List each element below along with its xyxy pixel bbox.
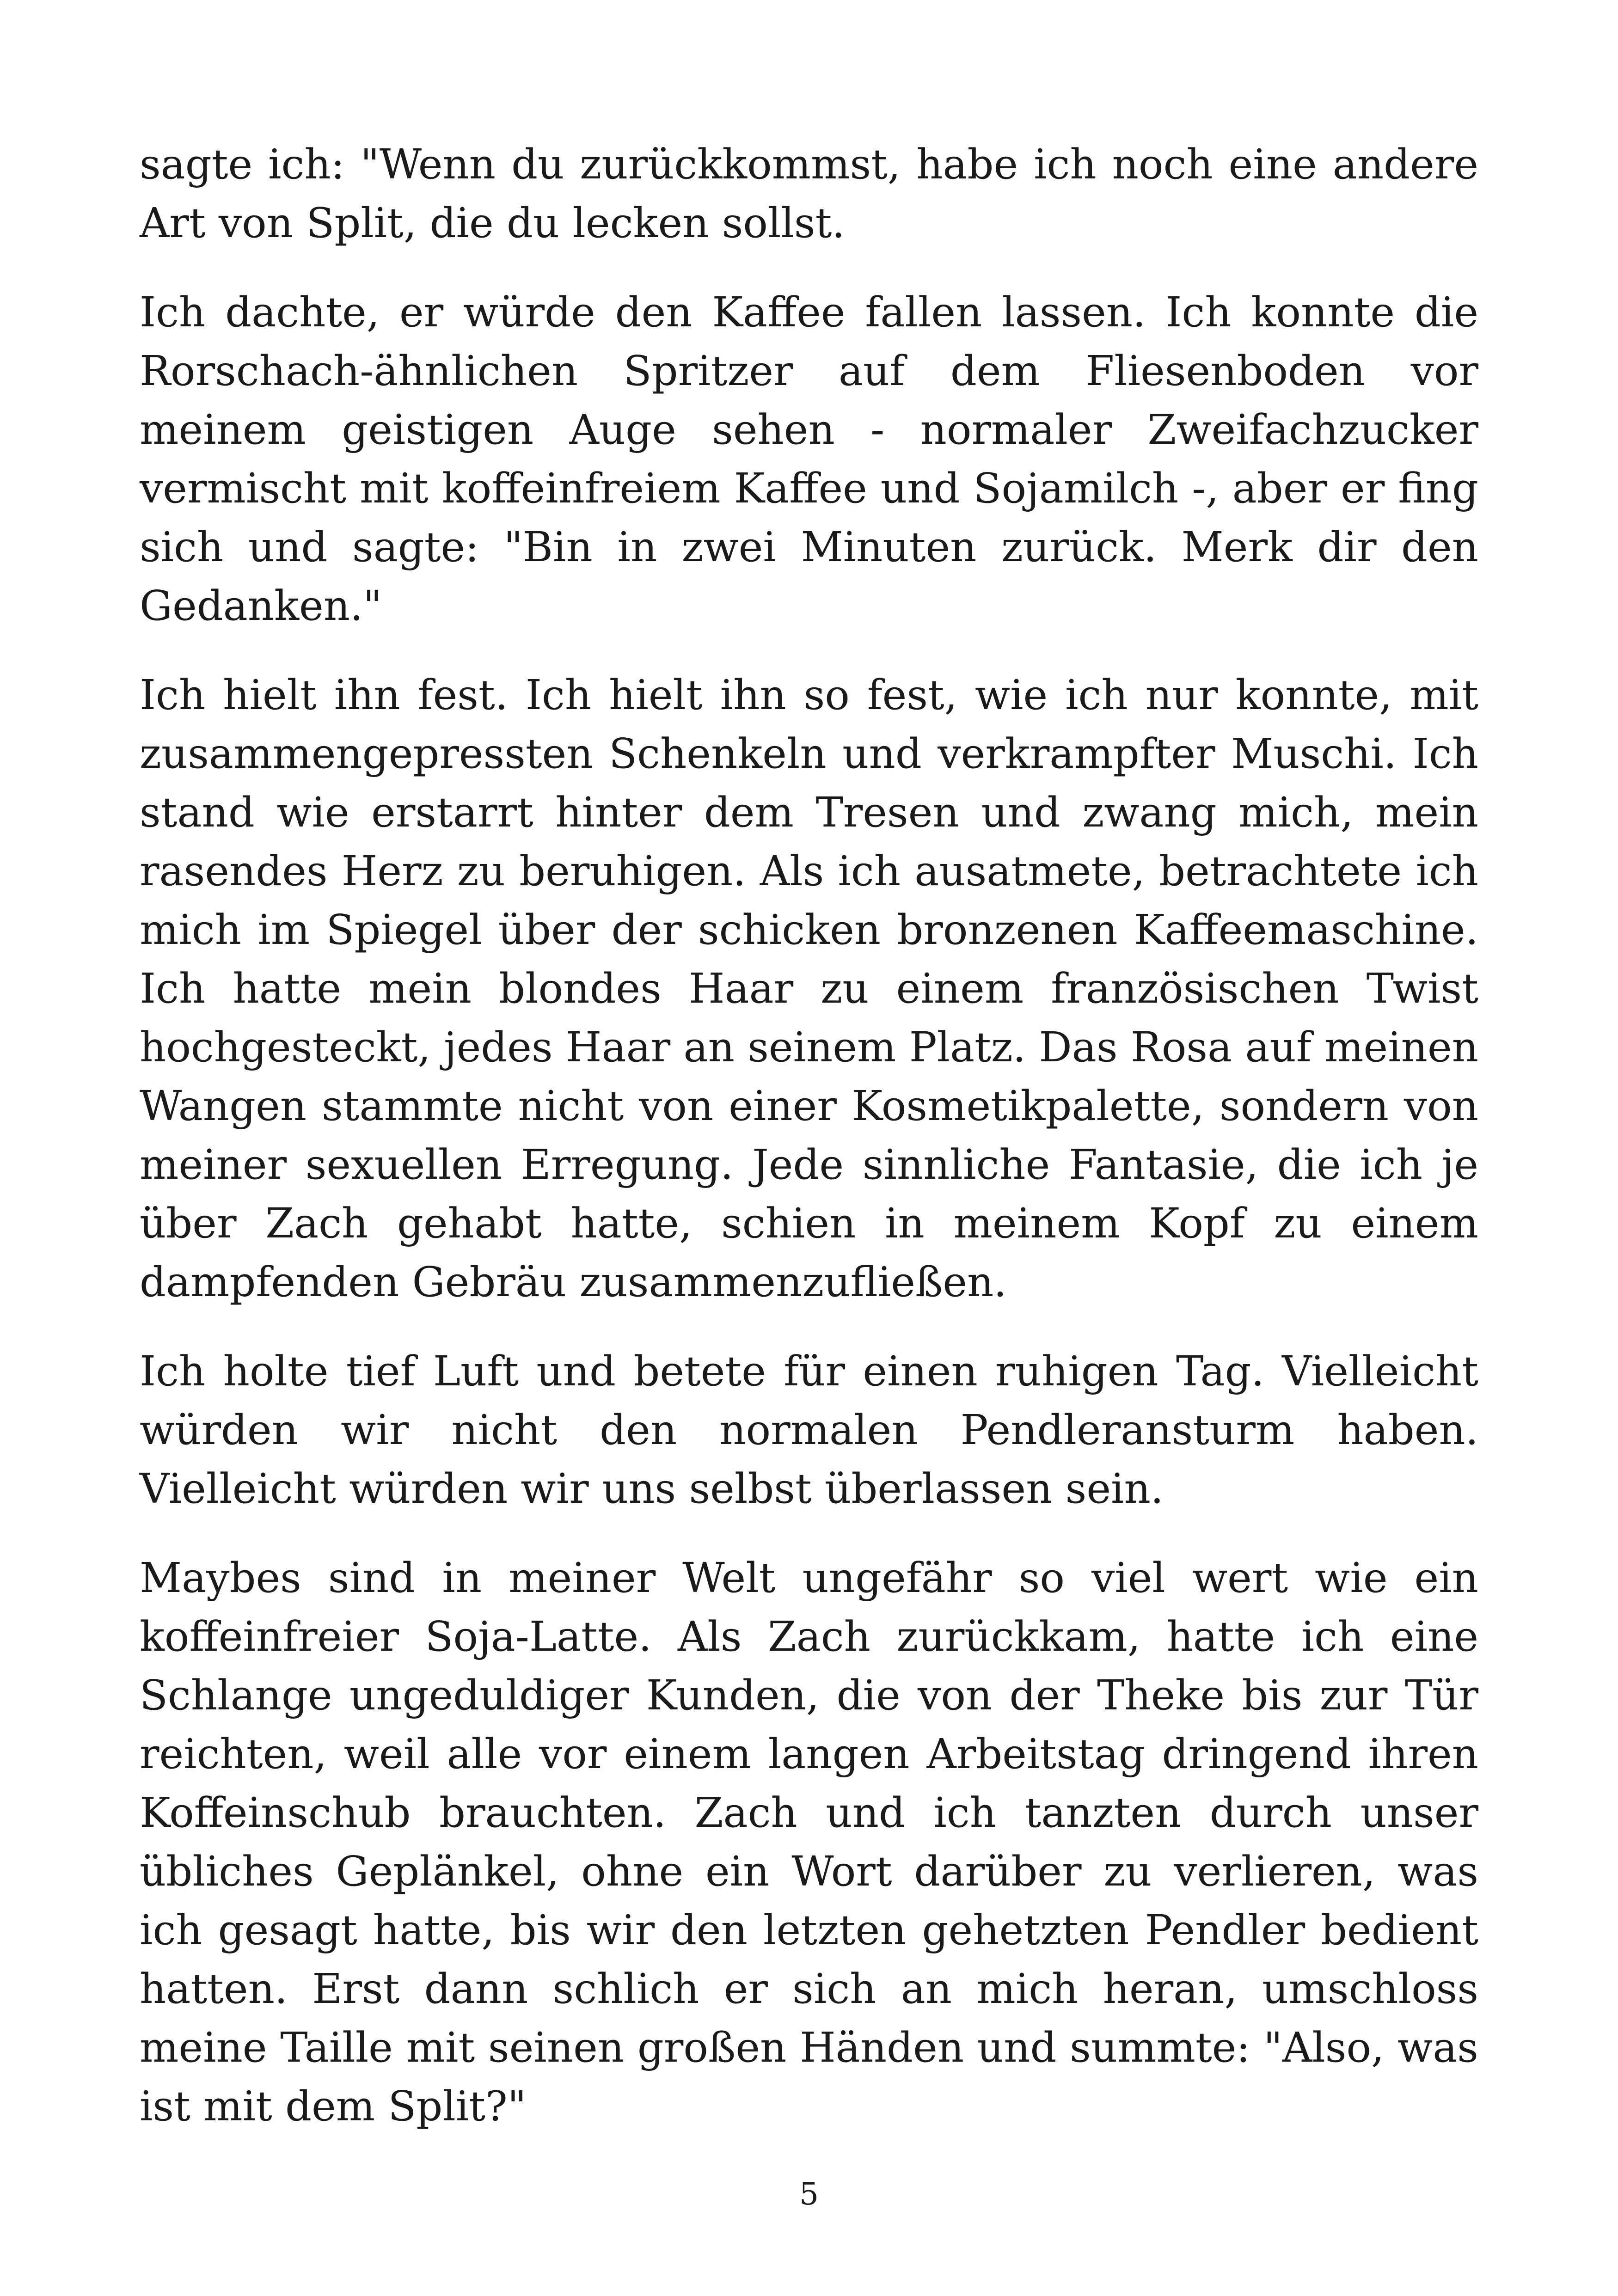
paragraph-4: Ich holte tief Luft und betete für einen ruhigen Tag. Vielleicht würden wir nicht den normalen Pendleransturm haben. Vielleicht würden wir uns selbst überlassen sein. xyxy=(140,1347,1478,1512)
paragraph-1: sagte ich: "Wenn du zurückkommst, habe ich noch eine andere Art von Split, die du lecken sollst. xyxy=(140,140,1478,247)
page-number: 5 xyxy=(799,2176,819,2212)
paragraph-3: Ich hielt ihn fest. Ich hielt ihn so fest, wie ich nur konnte, mit zusammengepressten Schenkeln und verkrampfter Muschi. Ich stand wie erstarrt hinter dem Tresen und zwang mich, mein rasendes Herz zu beruhigen. Als ich ausatmete, betrachtete ich mich im Spiegel über der schicken bronzenen Kaffeemaschine. Ich hatte mein blondes Haar zu einem französischen Twist hochgesteckt, jedes Haar an seinem Platz. Das Rosa auf meinen Wangen stammte nicht von einer Kosmetikpalette, sondern von meiner sexuellen Erregung. Jede sinnliche Fantasie, die ich je über Zach gehabt hatte, schien in meinem Kopf zu einem dampfenden Gebräu zusammenzufließen. xyxy=(140,671,1478,1306)
paragraph-2: Ich dachte, er würde den Kaffee fallen lassen. Ich konnte die Rorschach-ähnlichen Spritzer auf dem Fliesenboden vor meinem geistigen Auge sehen - normaler Zweifachzucker vermischt mit koffeinfreiem Kaffee und Sojamilch -, aber er fing sich und sagte: "Bin in zwei Minuten zurück. Merk dir den Gedanken." xyxy=(140,288,1478,630)
body-text xyxy=(140,135,1478,2166)
paragraph-5: Maybes sind in meiner Welt ungefähr so viel wert wie ein koffeinfreier Soja-Latte. Als Zach zurückkam, hatte ich eine Schlange ungeduldiger Kunden, die von der Theke bis zur Tür reichten, weil alle vor einem langen Arbeitstag dringend ihren Koffeinschub brauchten. Zach und ich tanzten durch unser übliches Geplänkel, ohne ein Wort darüber zu verlieren, was ich gesagt hatte, bis wir den letzten gehetzten Pendler bedient hatten. Erst dann schlich er sich an mich heran, umschloss meine Taille mit seinen großen Händen und summte: "Also, was ist mit dem Split?" xyxy=(140,1554,1478,2130)
